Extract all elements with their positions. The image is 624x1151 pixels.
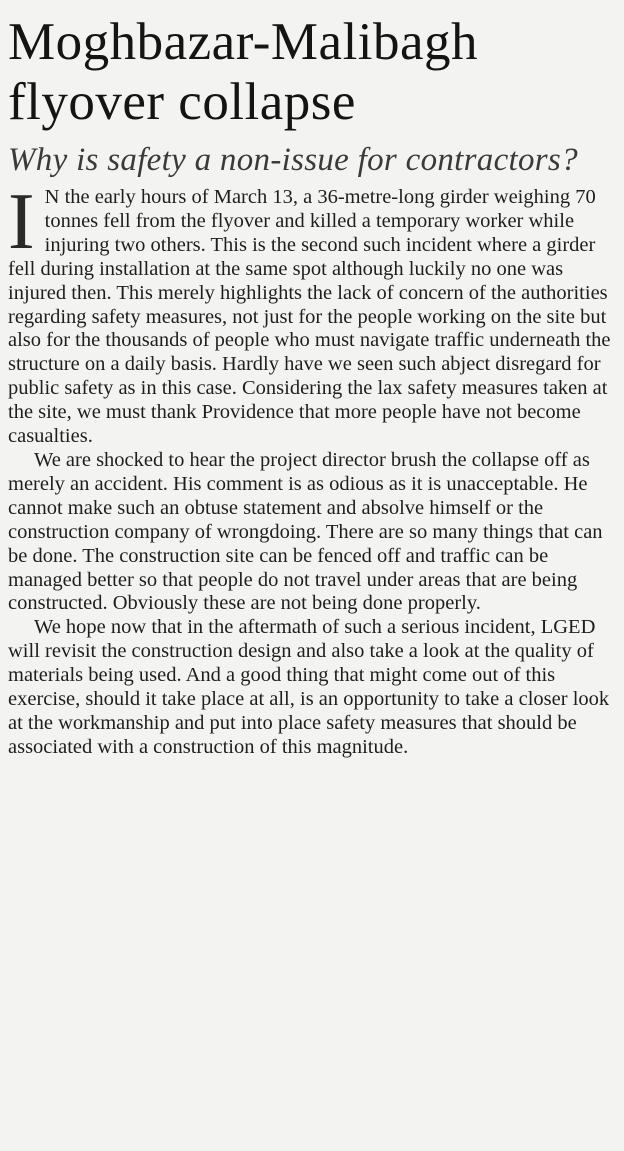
- editorial-article: [8, 0, 614, 760]
- subheadline: Why is safety a non-issue for contractors?: [8, 142, 578, 178]
- drop-cap: I: [8, 178, 35, 266]
- article-body: [8, 178, 614, 760]
- headline: Moghbazar-Malibagh flyover collapse: [8, 13, 479, 131]
- paragraph-2: We are shocked to hear the project director brush the collapse off as merely an accident. His comment is as odious as it is unacceptable. He cannot make such an obtuse statement and absolve himself or the construction company of wrongdoing. There are so many things that can be done. The construction site can be fenced off and traffic can be managed better so that people do not travel under areas that are being constructed. Obviously these are not being done properly.: [8, 448, 603, 615]
- paragraph-1-text: N the early hours of March 13, a 36-metre-long girder weighing 70 tonnes fell from the flyover and killed a temporary worker while injuring two others. This is the second such incident where a girder fell during installation at the same spot although luckily no one was injured then. This merely highlights the lack of concern of the authorities regarding safety measures, not just for the people working on the site but also for the thousands of people who must navigate traffic underneath the structure on a daily basis. Hardly have we seen such abject disregard for public safety as in this case. Considering the lax safety measures taken at the site, we must thank Providence that more people have not become casualties.: [8, 186, 611, 448]
- paragraph-1: [8, 178, 614, 449]
- paragraph-3: We hope now that in the aftermath of such a serious incident, LGED will revisit the construction design and also take a look at the quality of materials being used. And a good thing that might come out of this exercise, should it take place at all, is an opportunity to take a closer look at the workmanship and put into place safety measures that should be associated with a construction of this magnitude.: [8, 616, 610, 758]
